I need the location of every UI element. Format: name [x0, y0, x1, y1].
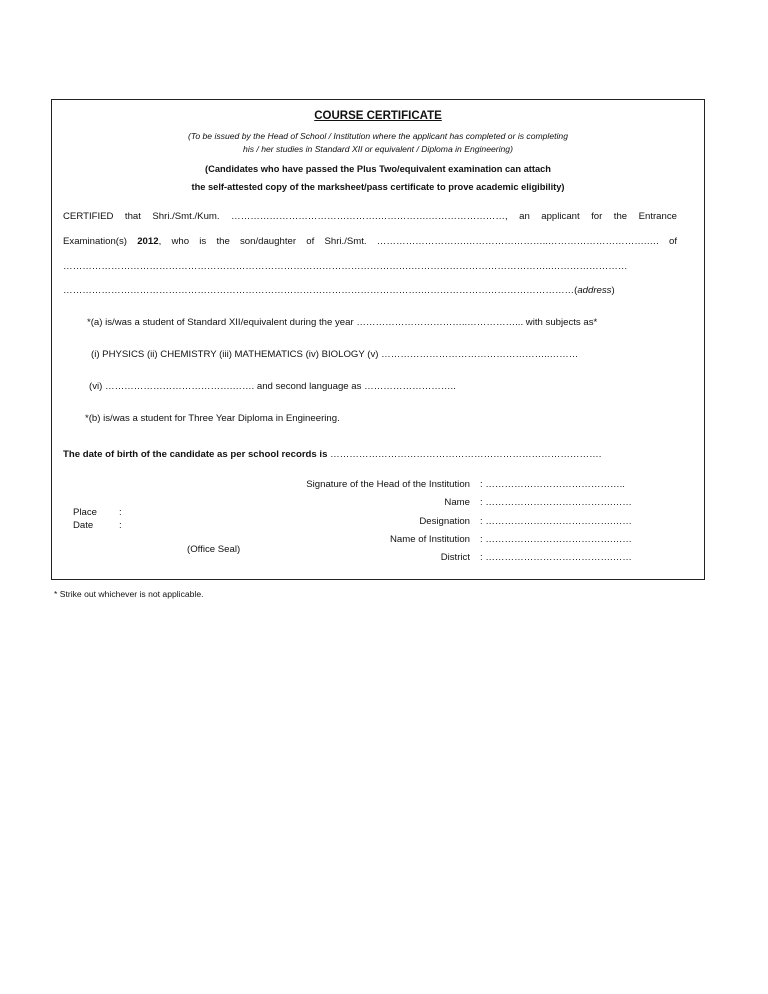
address-close: ): [611, 285, 615, 296]
name-label: Name: [444, 497, 470, 508]
footnote: * Strike out whichever is not applicable.: [54, 589, 204, 599]
note-line-1: (Candidates who have passed the Plus Two/equivalent examination can attach: [205, 164, 551, 174]
examination-prefix: Examination(s): [63, 236, 138, 247]
option-b-line: *(b) is/was a student for Three Year Diploma in Engineering.: [85, 413, 340, 424]
place-colon: :: [119, 507, 122, 518]
address-word: address: [577, 285, 612, 296]
district-label: District: [440, 552, 470, 563]
signature-value: : ……………………………………..: [480, 479, 625, 490]
institution-label: Name of Institution: [390, 534, 470, 545]
certificate-frame: [51, 99, 705, 580]
subtitle-line-1: (To be issued by the Head of School / Institution where the applicant has completed or is completing: [188, 131, 568, 141]
subtitle-line-2: his / her studies in Standard XII or equivalent / Diploma in Engineering): [243, 144, 513, 154]
second-language-line: (vi) ………………………………….……. and second language as ………………………..: [89, 381, 456, 392]
subjects-line: (i) PHYSICS (ii) CHEMISTRY (iii) MATHEMATICS (iv) BIOLOGY (v) ……………………………………………..………: [91, 349, 579, 360]
designation-label: Designation: [419, 516, 470, 527]
address-dots: ………………………………………………………………………………………………….…………………………………………(: [63, 285, 578, 296]
option-a-line: *(a) is/was a student of Standard XII/equivalent during the year ……………………………..……………... with subjects as*: [87, 317, 598, 328]
designation-value: : ………………………………….……: [480, 516, 632, 527]
address-line: [63, 285, 615, 296]
date-label: Date: [73, 520, 94, 531]
name-value: : ………………………………….……: [480, 497, 632, 508]
institution-value: : ………………………………….……: [480, 534, 632, 545]
certified-line: CERTIFIED that Shri./Smt./Kum. ……………………………………….…………….……………………, an applicant for the Entrance: [63, 211, 677, 222]
date-colon: :: [119, 520, 122, 531]
examination-year: 2012: [137, 236, 159, 247]
signature-label: Signature of the Head of the Institution: [306, 479, 470, 490]
dob-line: [63, 449, 601, 460]
examination-line: [63, 236, 677, 247]
place-label: Place: [73, 507, 97, 518]
dob-label: The date of birth of the candidate as per school records is: [63, 449, 328, 460]
certificate-title: COURSE CERTIFICATE: [314, 110, 442, 122]
blank-dotted-line: ……………………………………………………………………………………………….……………………………………..……………………: [63, 261, 628, 272]
district-value: : ………………………………….……: [480, 552, 632, 563]
dob-dots: ………………………………………………………………………….: [327, 449, 602, 460]
office-seal: (Office Seal): [187, 544, 241, 555]
examination-suffix: , who is the son/daughter of Shri./Smt. ……………………….……………………..………………………….…. of: [158, 236, 677, 247]
note-line-2: the self-attested copy of the marksheet/pass certificate to prove academic eligibility): [191, 182, 565, 192]
